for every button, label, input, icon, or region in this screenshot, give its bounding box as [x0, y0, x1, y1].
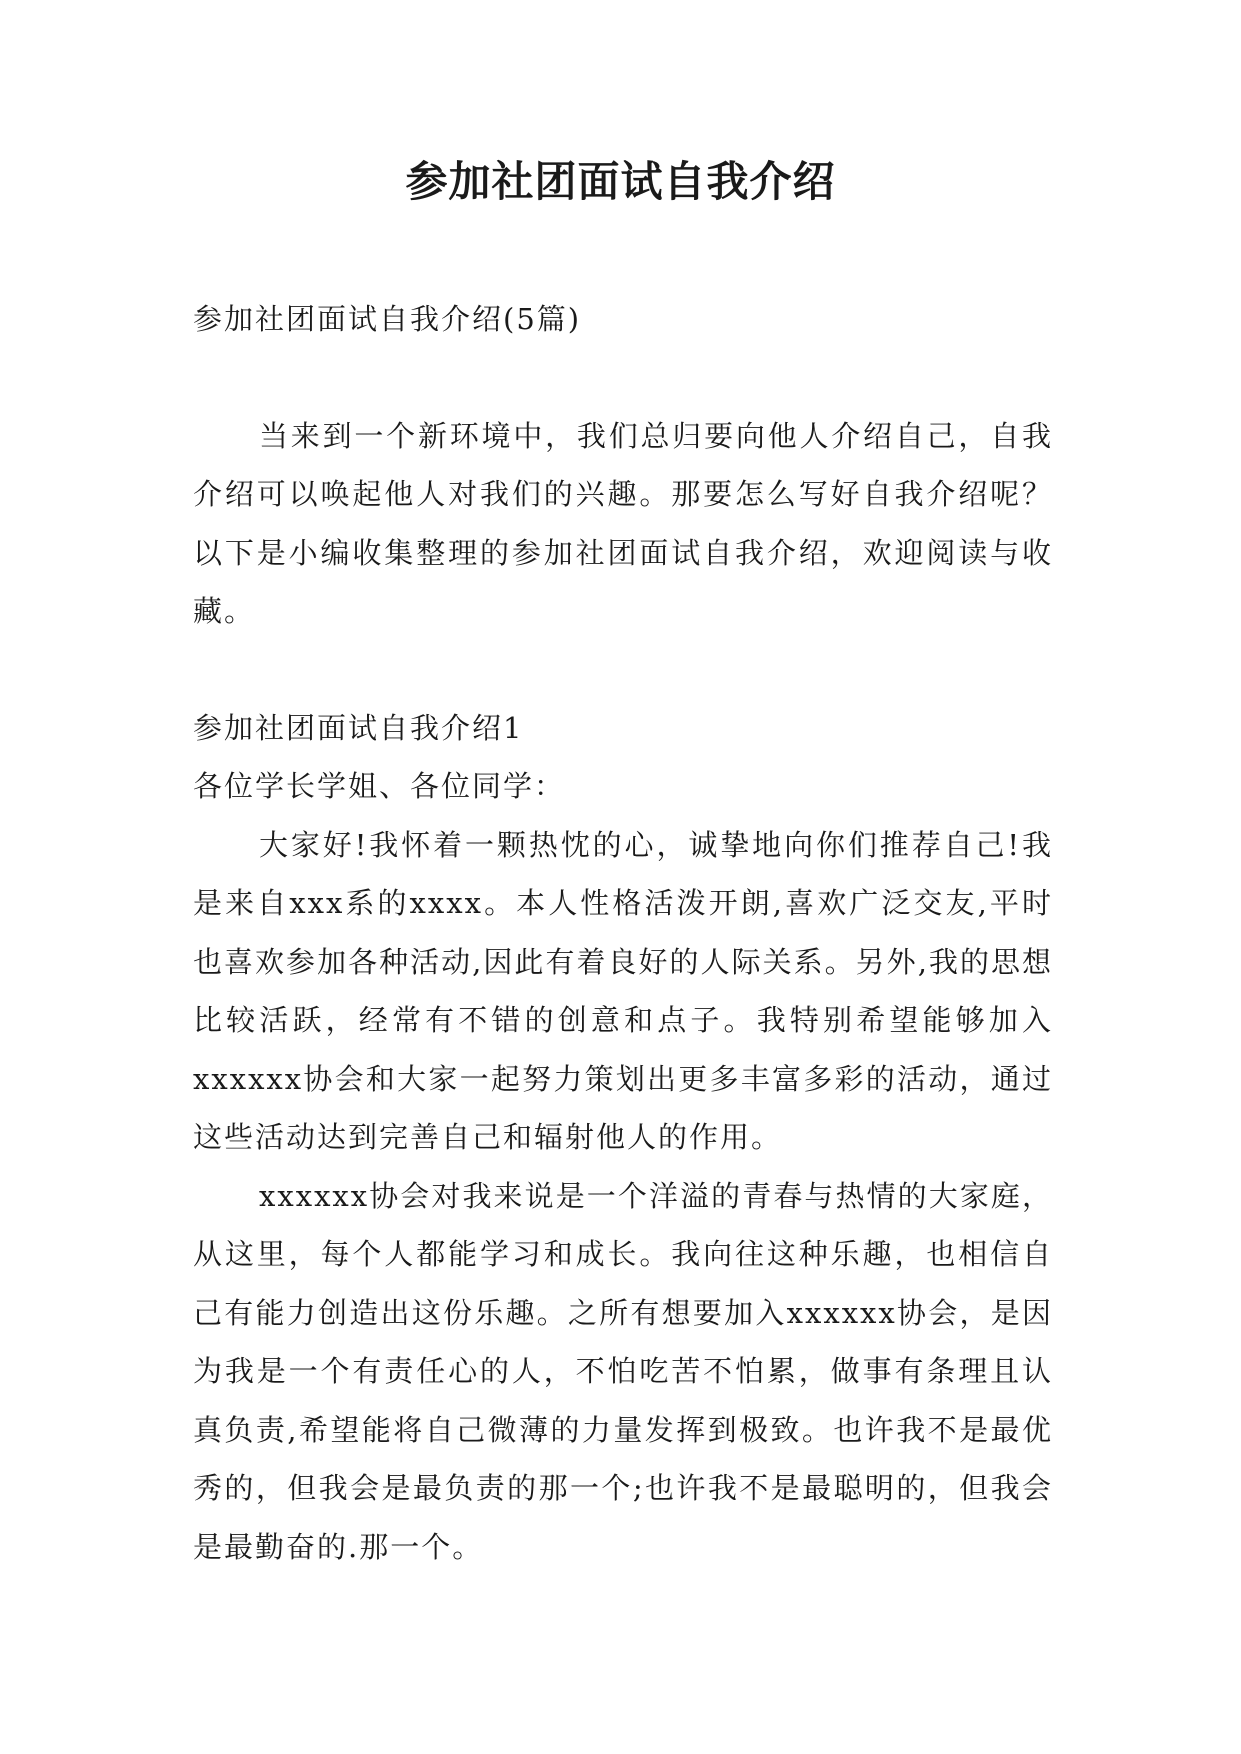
document-subtitle: 参加社团面试自我介绍(5篇) — [193, 302, 582, 336]
intro-paragraph: 当来到一个新环境中，我们总归要向他人介绍自己，自我介绍可以唤起他人对我们的兴趣。那要怎么写好自我介绍呢？以下是小编收集整理的参加社团面试自我介绍，欢迎阅读与收藏。 — [193, 418, 1053, 628]
section-heading: 参加社团面试自我介绍1 — [193, 710, 524, 745]
body-paragraph-2: xxxxxx协会对我来说是一个洋溢的青春与热情的大家庭，从这里，每个人都能学习和成长。我向往这种乐趣，也相信自己有能力创造出这份乐趣。之所有想要加入xxxxxx协会，是因为我是一个有责任心的人，不怕吃苦不怕累，做事有条理且认真负责,希望能将自己微薄的力量发挥到极致。也许我不是最优秀的，但我会是最负责的那一个;也许我不是最聪明的，但我会是最勤奋的.那一个。 — [193, 1178, 1053, 1564]
body-paragraph-1: 大家好!我怀着一颗热忱的心，诚挚地向你们推荐自己!我是来自xxx系的xxxx。本人性格活泼开朗,喜欢广泛交友,平时也喜欢参加各种活动,因此有着良好的人际关系。另外,我的思想比较活跃，经常有不错的创意和点子。我特别希望能够加入xxxxxx协会和大家一起努力策划出更多丰富多彩的活动，通过这些活动达到完善自己和辐射他人的作用。 — [193, 827, 1053, 1154]
document-body — [193, 290, 1053, 1576]
greeting-line: 各位学长学姐、各位同学： — [193, 769, 566, 803]
document-title: 参加社团面试自我介绍 — [405, 157, 836, 206]
